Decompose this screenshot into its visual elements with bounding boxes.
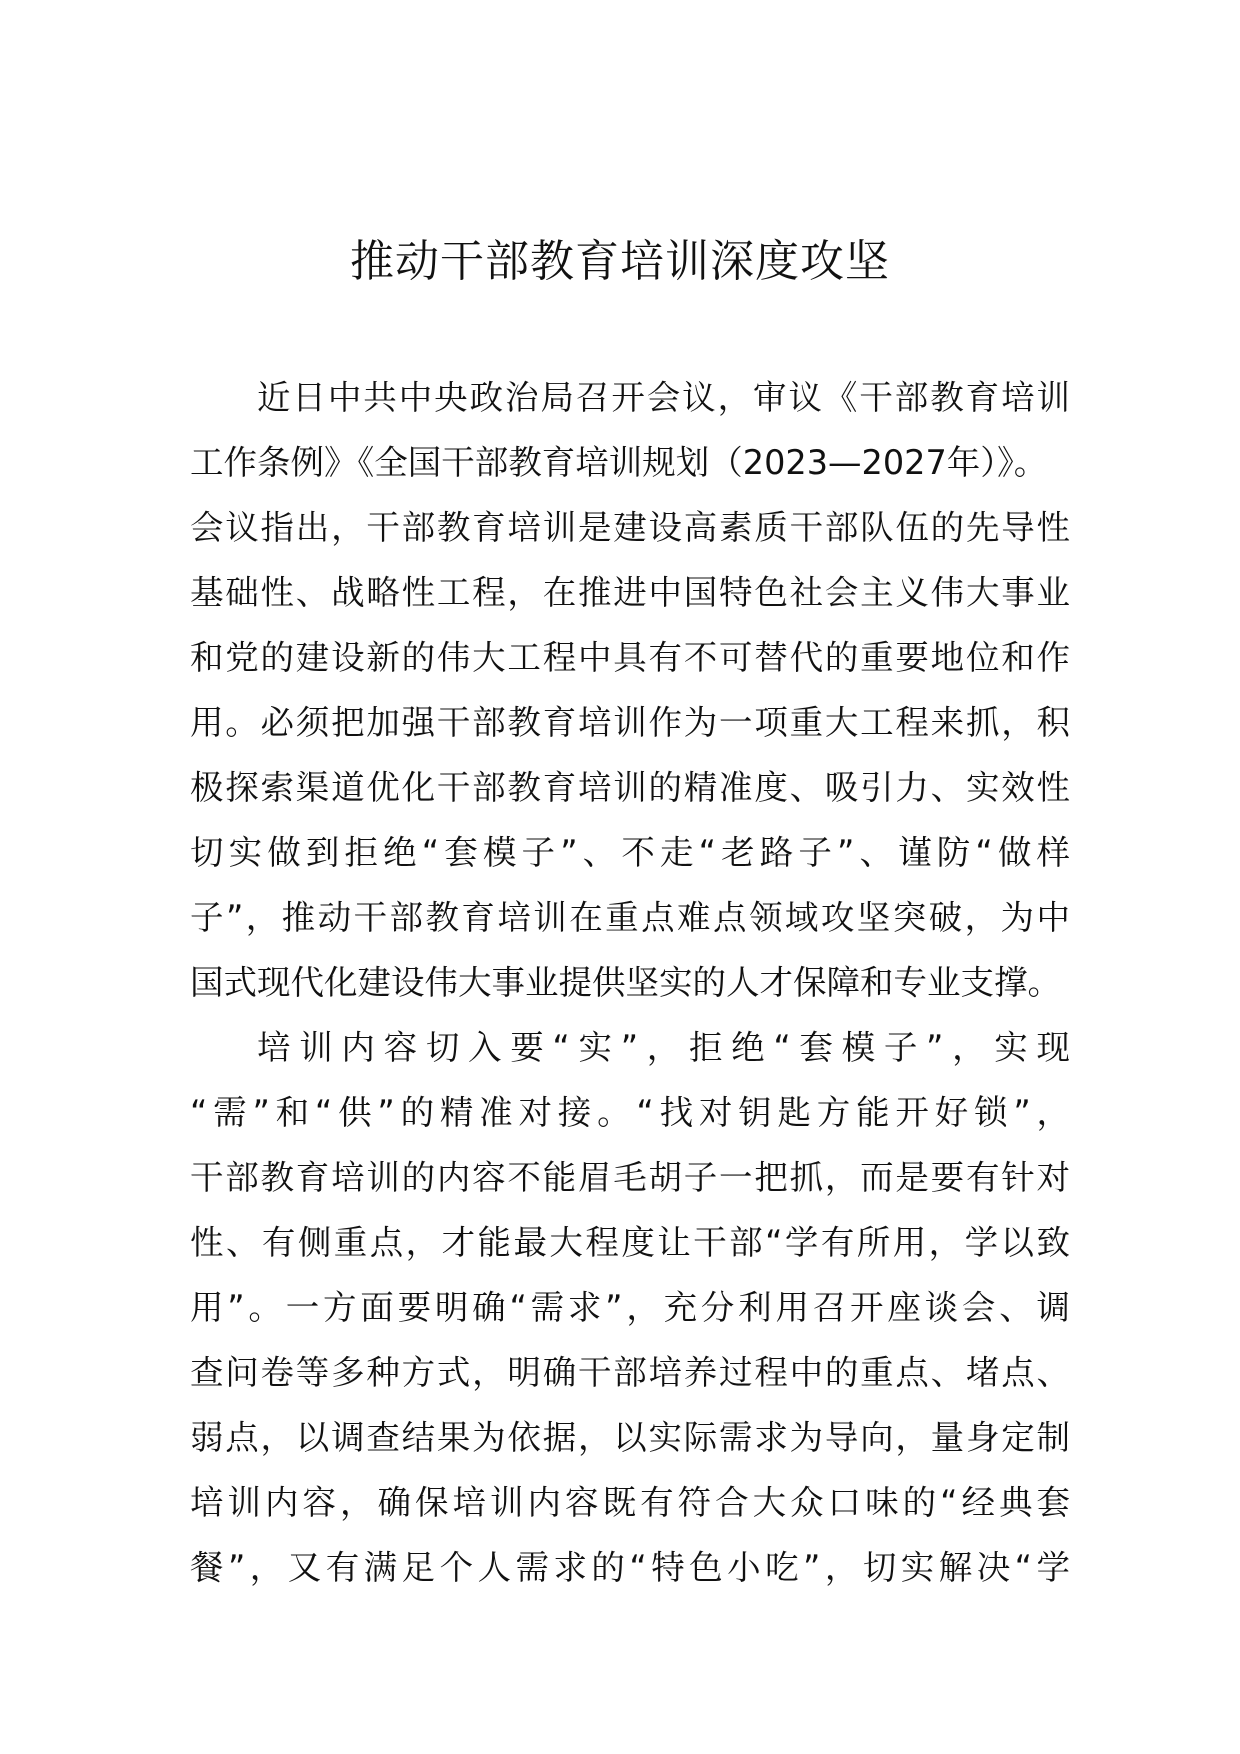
body-text-line: 切实做到拒绝“套模子”、不走“老路子”、谨防“做样 — [190, 833, 1070, 872]
body-text-line: 培训内容，确保培训内容既有符合大众口味的“经典套 — [190, 1483, 1070, 1522]
body-text-line: 餐”，又有满足个人需求的“特色小吃”，切实解决“学 — [190, 1548, 1070, 1587]
body-text-line: 工作条例》《全国干部教育培训规划（2023—2027年）》。 — [190, 443, 1048, 482]
body-text-line: 子”，推动干部教育培训在重点难点领域攻坚突破，为中 — [190, 898, 1070, 937]
body-text-line: 性、有侧重点，才能最大程度让干部“学有所用，学以致 — [190, 1223, 1070, 1262]
body-text-line: 和党的建设新的伟大工程中具有不可替代的重要地位和作 — [190, 638, 1070, 677]
body-text-line: 培训内容切入要“实”，拒绝“套模子”，实现 — [257, 1028, 1070, 1067]
body-text-line: 查问卷等多种方式，明确干部培养过程中的重点、堵点、 — [190, 1353, 1070, 1392]
body-text-line: 基础性、战略性工程，在推进中国特色社会主义伟大事业 — [190, 573, 1070, 612]
body-text-line: 用。必须把加强干部教育培训作为一项重大工程来抓，积 — [190, 703, 1070, 742]
document-body — [190, 365, 1070, 1600]
body-text-line: 干部教育培训的内容不能眉毛胡子一把抓，而是要有针对 — [190, 1158, 1070, 1197]
body-text-line: 极探索渠道优化干部教育培训的精准度、吸引力、实效性 — [190, 768, 1070, 807]
body-text-line: 弱点，以调查结果为依据，以实际需求为导向，量身定制 — [190, 1418, 1070, 1457]
body-text-line: “需”和“供”的精准对接。“找对钥匙方能开好锁”， — [190, 1093, 1070, 1132]
body-text-line: 近日中共中央政治局召开会议，审议《干部教育培训 — [257, 378, 1070, 417]
body-text-line: 用”。一方面要明确“需求”，充分利用召开座谈会、调 — [190, 1288, 1070, 1327]
body-text-line: 会议指出，干部教育培训是建设高素质干部队伍的先导性 — [190, 508, 1070, 547]
body-text-line: 国式现代化建设伟大事业提供坚实的人才保障和专业支撑。 — [190, 963, 1061, 1002]
document-title: 推动干部教育培训深度攻坚 — [350, 236, 890, 287]
